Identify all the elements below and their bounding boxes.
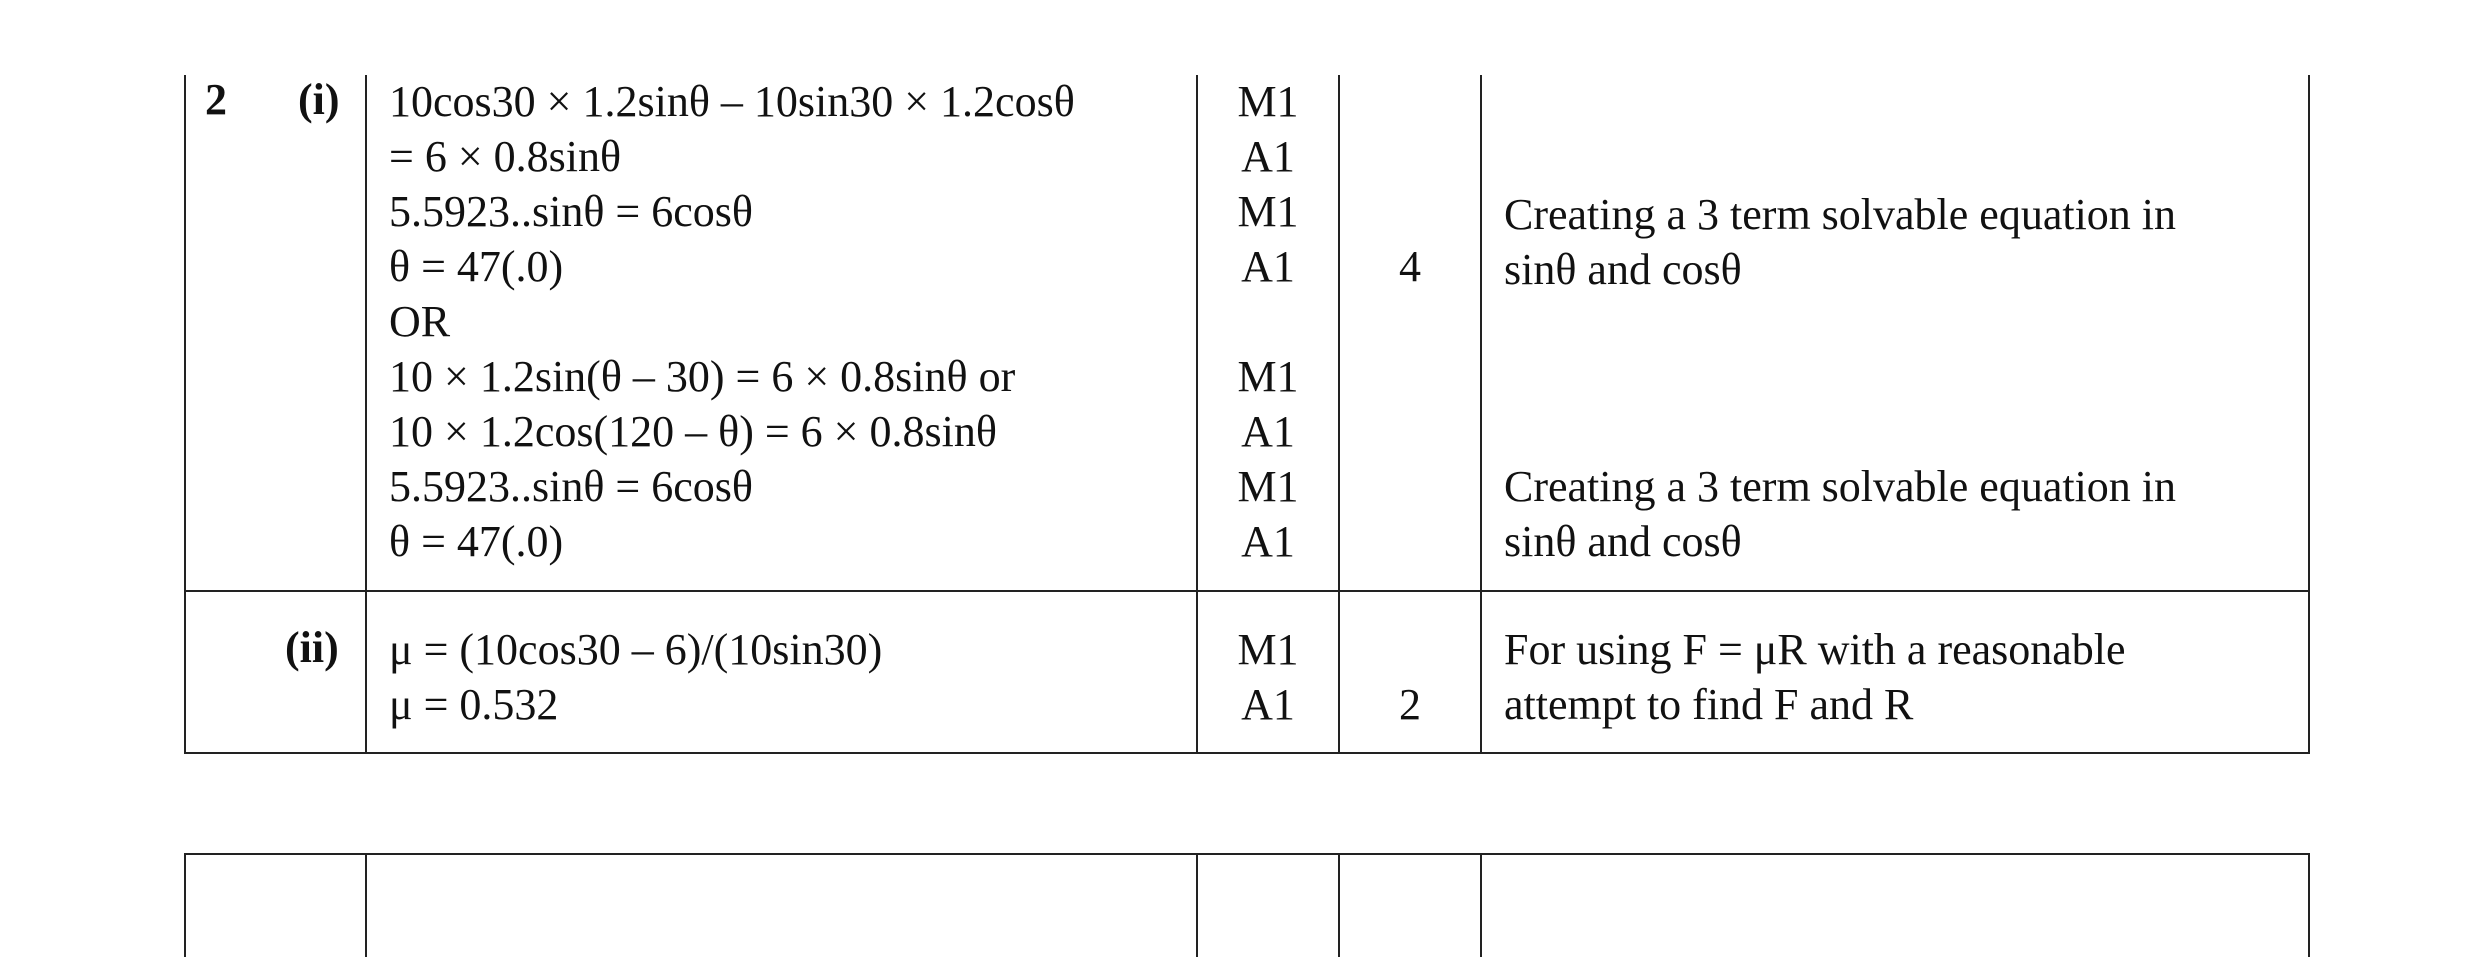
table-divider-total bbox=[1480, 75, 1482, 754]
work-line: θ = 47(.0) bbox=[389, 517, 564, 566]
guidance-line: attempt to find F and R bbox=[1504, 680, 1914, 729]
guidance-line: sinθ and cosθ bbox=[1504, 517, 1742, 566]
table-border-bottom bbox=[184, 752, 2310, 754]
guidance-line: sinθ and cosθ bbox=[1504, 245, 1742, 294]
mark: A1 bbox=[1241, 680, 1295, 729]
guidance-line: For using F = μR with a reasonable bbox=[1504, 625, 2126, 674]
part-ii-working bbox=[389, 622, 882, 732]
work-line: 10 × 1.2cos(120 – θ) = 6 × 0.8sinθ bbox=[389, 407, 997, 456]
question-number: 2 bbox=[205, 75, 227, 124]
next-table-border-left bbox=[184, 853, 186, 957]
next-table-divider-marks bbox=[1338, 853, 1340, 957]
table-divider-marks bbox=[1338, 75, 1340, 754]
mark: M1 bbox=[1237, 625, 1299, 674]
work-line: 10 × 1.2sin(θ – 30) = 6 × 0.8sinθ or bbox=[389, 352, 1016, 401]
mark: A1 bbox=[1241, 517, 1295, 566]
work-line: 5.5923..sinθ = 6cosθ bbox=[389, 187, 753, 236]
mark: M1 bbox=[1237, 462, 1299, 511]
mark: A1 bbox=[1241, 242, 1295, 291]
guidance-line: Creating a 3 term solvable equation in bbox=[1504, 462, 2177, 511]
part-i-total: 4 bbox=[1399, 242, 1421, 291]
mark: M1 bbox=[1237, 77, 1299, 126]
guidance-line: Creating a 3 term solvable equation in bbox=[1504, 190, 2177, 239]
table-border-left bbox=[184, 75, 186, 754]
part-i-guidance-1 bbox=[1504, 187, 2176, 297]
mark: M1 bbox=[1237, 352, 1299, 401]
work-line: 5.5923..sinθ = 6cosθ bbox=[389, 462, 753, 511]
work-line: θ = 47(.0) bbox=[389, 242, 564, 291]
row-divider bbox=[184, 590, 2310, 592]
work-line: OR bbox=[389, 297, 451, 346]
next-table-divider-total bbox=[1480, 853, 1482, 957]
part-label-i: (i) bbox=[298, 75, 340, 124]
work-line: 10cos30 × 1.2sinθ – 10sin30 × 1.2cosθ bbox=[389, 77, 1075, 126]
table-divider-label bbox=[365, 75, 367, 754]
part-i-working bbox=[389, 74, 1075, 569]
next-table-border-right bbox=[2308, 853, 2310, 957]
next-table-border-top bbox=[184, 853, 2310, 855]
table-border-right bbox=[2308, 75, 2310, 754]
next-table-divider-work bbox=[1196, 853, 1198, 957]
part-label-ii: (ii) bbox=[285, 623, 339, 672]
work-line: μ = (10cos30 – 6)/(10sin30) bbox=[389, 625, 883, 674]
part-ii-marks bbox=[1198, 622, 1338, 732]
work-line: = 6 × 0.8sinθ bbox=[389, 132, 622, 181]
part-i-guidance-2 bbox=[1504, 459, 2176, 569]
next-table-divider-label bbox=[365, 853, 367, 957]
part-ii-guidance bbox=[1504, 622, 2126, 732]
mark bbox=[1198, 294, 1338, 349]
part-i-marks bbox=[1198, 74, 1338, 569]
mark: M1 bbox=[1237, 187, 1299, 236]
mark: A1 bbox=[1241, 132, 1295, 181]
work-line: μ = 0.532 bbox=[389, 680, 559, 729]
mark: A1 bbox=[1241, 407, 1295, 456]
part-ii-total: 2 bbox=[1399, 680, 1421, 729]
